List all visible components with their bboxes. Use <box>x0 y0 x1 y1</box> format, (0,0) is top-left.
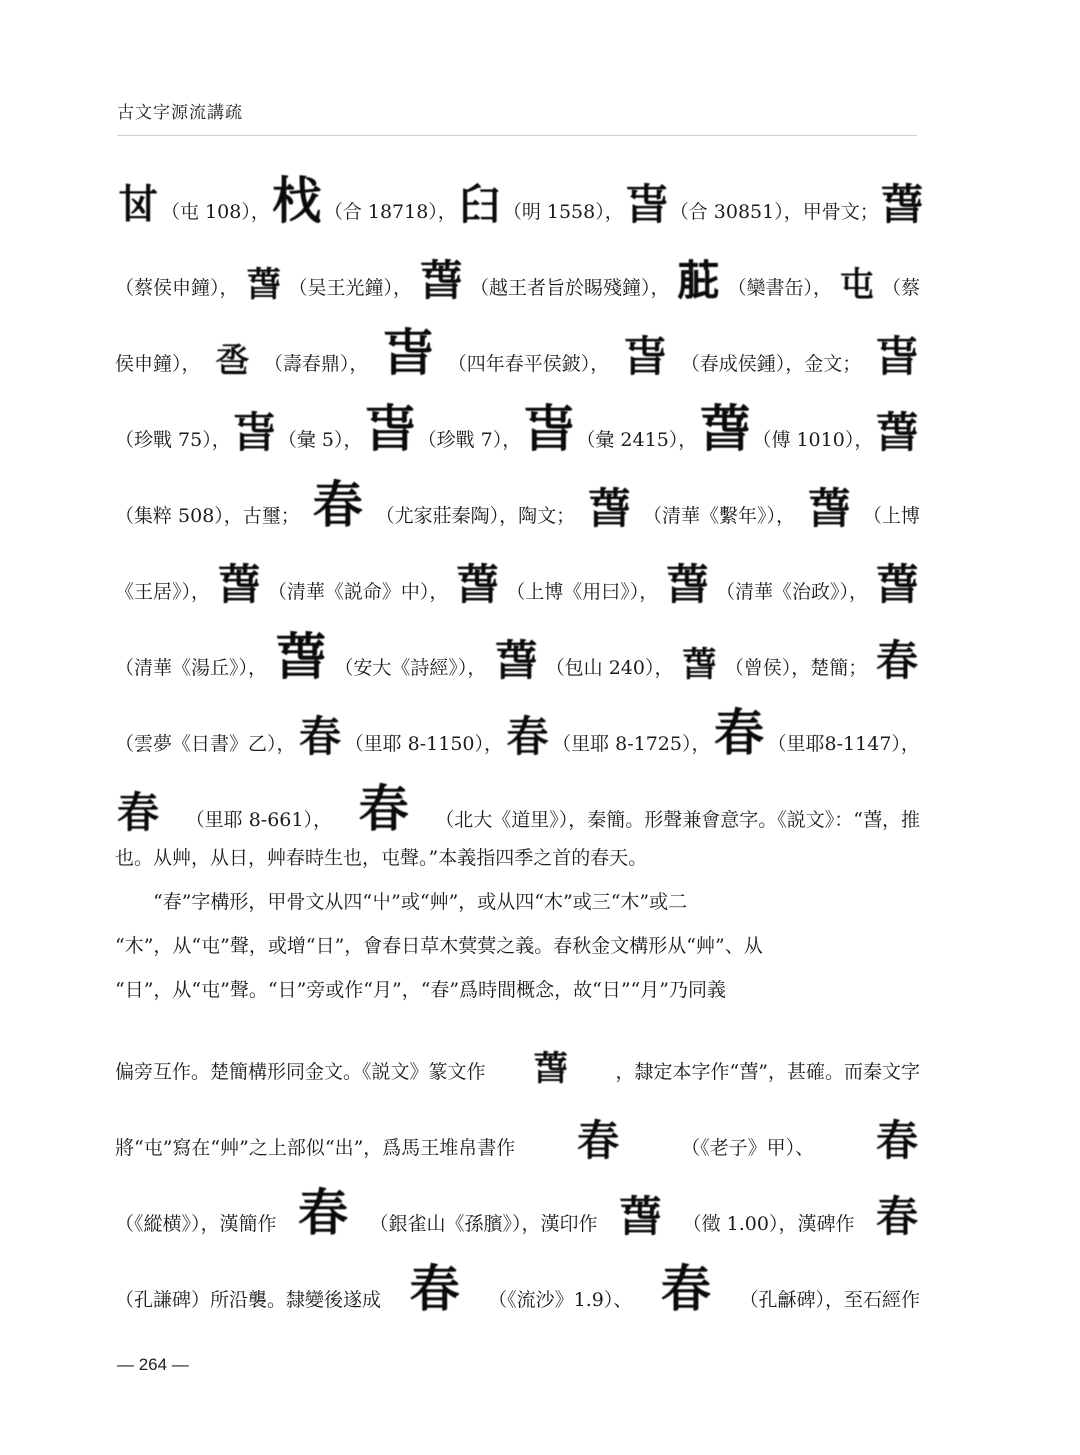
ancient-glyph-image: 萅 <box>275 627 326 686</box>
ancient-glyph-image: 春 <box>714 703 765 762</box>
prose-text: “日”，从“屯”聲。“日”旁或作“月”，“春”爲時間概念，故“日”“月”乃同義 <box>115 978 726 1001</box>
glyph-line <box>115 1010 920 1089</box>
ancient-glyph-image: 旾 <box>625 180 668 229</box>
ancient-glyph-image: 旾 <box>365 399 416 458</box>
citation-text: 偏旁互作。楚簡構形同金文。《説文》篆文作 <box>115 1061 486 1083</box>
glyph-line <box>115 378 920 458</box>
ancient-glyph-image: 萅 <box>682 645 717 685</box>
page-body <box>115 150 923 1318</box>
ancient-glyph-image: 萅 <box>880 180 923 229</box>
ancient-glyph-image: 萅 <box>246 265 281 305</box>
citation-text: （集粹 508），古璽； <box>115 505 300 527</box>
ancient-glyph-image: 萅 <box>217 560 260 609</box>
citation-text: （清華《説命》中）， <box>267 581 449 603</box>
ancient-glyph-image: 春 <box>409 1259 460 1318</box>
ancient-glyph-image: 萅 <box>666 560 709 609</box>
ancient-glyph-image: 春 <box>660 1259 711 1318</box>
citation-text: （孔謙碑）所沿襲。隸變後遂成 <box>115 1289 382 1311</box>
ancient-glyph-image: 旾 <box>875 332 918 381</box>
ancient-glyph-image: 萅 <box>495 636 538 685</box>
citation-text: （雲夢《日書》乙）， <box>115 733 296 755</box>
citation-text: （里耶 8-661）， <box>185 809 332 831</box>
citation-text: （合 30851），甲骨文； <box>669 201 879 223</box>
citation-text: （春成侯鍾），金文； <box>680 353 862 375</box>
ancient-glyph-image: 旾 <box>523 399 574 458</box>
glyph-prose-block <box>115 1010 920 1318</box>
citation-text: （里耶 8-1150）， <box>344 733 503 755</box>
ancient-glyph-image: 旾 <box>623 332 666 381</box>
prose-text: “木”，从“屯”聲，或增“日”，會春日草木蓂蓂之義。春秋金文構形从“艸”、从 <box>115 934 763 957</box>
ancient-glyph-image: 萅 <box>419 256 462 305</box>
citation-text: （彙 2415）， <box>576 429 698 451</box>
page-number: — 264 — <box>117 1355 189 1374</box>
citation-text: （吴王光鐘）， <box>288 277 412 299</box>
citation-text: （尤家莊秦陶），陶文； <box>375 505 576 527</box>
citation-text: （清華《繫年》）， <box>643 505 796 527</box>
glyph-line <box>115 454 920 534</box>
ancient-glyph-image: 萅 <box>875 560 918 609</box>
citation-text: （里耶 8-1725）， <box>552 733 711 755</box>
ancient-glyph-image: 春 <box>117 788 160 837</box>
citation-text: （《流沙》1.9）、 <box>488 1289 633 1311</box>
ancient-glyph-image: 萅 <box>875 408 918 457</box>
ancient-glyph-image: 春 <box>299 712 342 761</box>
citation-text: （徵 1.00），漢碑作 <box>682 1213 855 1235</box>
citation-text: 侯申鐘）， <box>115 353 201 375</box>
citation-text: （屯 108）， <box>161 201 270 223</box>
prose-line <box>115 878 920 922</box>
citation-text: （四年春平侯鈹）， <box>447 353 610 375</box>
ancient-glyph-image: 𣏾 <box>271 171 322 230</box>
citation-text: （《縱横》），漢簡作 <box>115 1213 277 1235</box>
citation-text: （孔龢碑），至石經作 <box>739 1289 920 1311</box>
prose-block <box>115 834 920 1010</box>
citation-text: （北大《道里》），秦簡。形聲兼會意字。《説文》：“萅，推 <box>435 809 920 831</box>
glyph-line <box>115 1086 920 1165</box>
book-title: 古文字源流講疏 <box>117 103 243 123</box>
citation-text: （《老子》甲）、 <box>681 1137 815 1159</box>
citation-text: ，隸定本字作“萅”，甚確。而秦文字 <box>615 1061 920 1083</box>
citation-text: （傅 1010）， <box>752 429 874 451</box>
ancient-glyph-image: 春 <box>875 1116 918 1165</box>
citation-text: （蔡侯申鐘）， <box>115 277 239 299</box>
ancient-glyph-image: 春 <box>506 712 549 761</box>
citation-text: （清華《湯丘》）， <box>115 657 268 679</box>
citation-text: （蔡 <box>881 277 920 299</box>
glyph-line <box>115 150 923 230</box>
ancient-glyph-image: 春 <box>875 636 918 685</box>
citation-text: （明 1558）， <box>502 201 624 223</box>
prose-line <box>115 966 920 1010</box>
prose-text: “春”字構形，甲骨文从四“屮”或“艸”，或从四“木”或三“木”或二 <box>153 890 688 913</box>
glyph-citation-block <box>115 150 923 838</box>
ancient-glyph-image: 春 <box>577 1116 620 1165</box>
citation-text: 《王居》）， <box>115 581 211 603</box>
ancient-glyph-image: 萅 <box>619 1192 662 1241</box>
citation-text: 將“屯”寫在“艸”之上部似“出”，爲馬王堆帛書作 <box>115 1137 516 1159</box>
ancient-glyph-image: 屯 <box>839 265 874 305</box>
ancient-glyph-image: 旾 <box>233 408 276 457</box>
glyph-line <box>115 758 920 838</box>
ancient-glyph-image: 春 <box>358 779 409 838</box>
citation-text: （銀雀山《孫臏》），漢印作 <box>369 1213 598 1235</box>
citation-text: （包山 240）， <box>545 657 674 679</box>
citation-text: （欒書缶）， <box>727 277 832 299</box>
glyph-line <box>115 682 920 762</box>
ancient-glyph-image: 春 <box>298 1183 349 1242</box>
citation-text: （上博《用曰》）， <box>506 581 659 603</box>
citation-text: （珍戰 75）， <box>115 429 231 451</box>
glyph-line <box>115 226 920 305</box>
glyph-line <box>115 1162 920 1242</box>
glyph-line <box>115 606 920 686</box>
citation-text: （清華《治政》）， <box>716 581 869 603</box>
citation-text: （越王者旨於睗殘鐘）， <box>469 277 670 299</box>
citation-text: （彙 5）， <box>277 429 363 451</box>
ancient-glyph-image: 𦥑 <box>458 180 501 229</box>
ancient-glyph-image: 萅 <box>456 560 499 609</box>
ancient-glyph-image: 萅 <box>807 484 850 533</box>
running-header <box>117 98 917 136</box>
citation-text: （曾侯），楚簡； <box>724 657 868 679</box>
ancient-glyph-image: 春 <box>875 1192 918 1241</box>
glyph-line <box>115 530 920 609</box>
citation-text: （合 18718）， <box>323 201 457 223</box>
prose-line <box>115 834 920 878</box>
ancient-glyph-image: 萅 <box>588 484 631 533</box>
citation-text: （里耶8-1147）， <box>767 733 920 755</box>
prose-text: 也。从艸，从日，艸春時生也，屯聲。”本義指四季之首的春天。 <box>115 846 648 869</box>
ancient-glyph-image: 𠀠 <box>117 180 160 229</box>
glyph-line <box>115 302 920 382</box>
citation-text: （珍戰 7）， <box>417 429 522 451</box>
glyph-line <box>115 1238 920 1318</box>
ancient-glyph-image: 𢀷 <box>215 341 250 381</box>
ancient-glyph-image: 旾 <box>383 323 434 382</box>
ancient-glyph-image: 萅 <box>533 1049 568 1089</box>
ancient-glyph-image: 春 <box>312 475 363 534</box>
citation-text: （安大《詩經》）， <box>334 657 487 679</box>
ancient-glyph-image: 𦱔 <box>677 256 720 305</box>
citation-text: （壽春鼎）， <box>263 353 369 375</box>
prose-line <box>115 922 920 966</box>
ancient-glyph-image: 萅 <box>699 399 750 458</box>
citation-text: （上博 <box>862 505 920 527</box>
